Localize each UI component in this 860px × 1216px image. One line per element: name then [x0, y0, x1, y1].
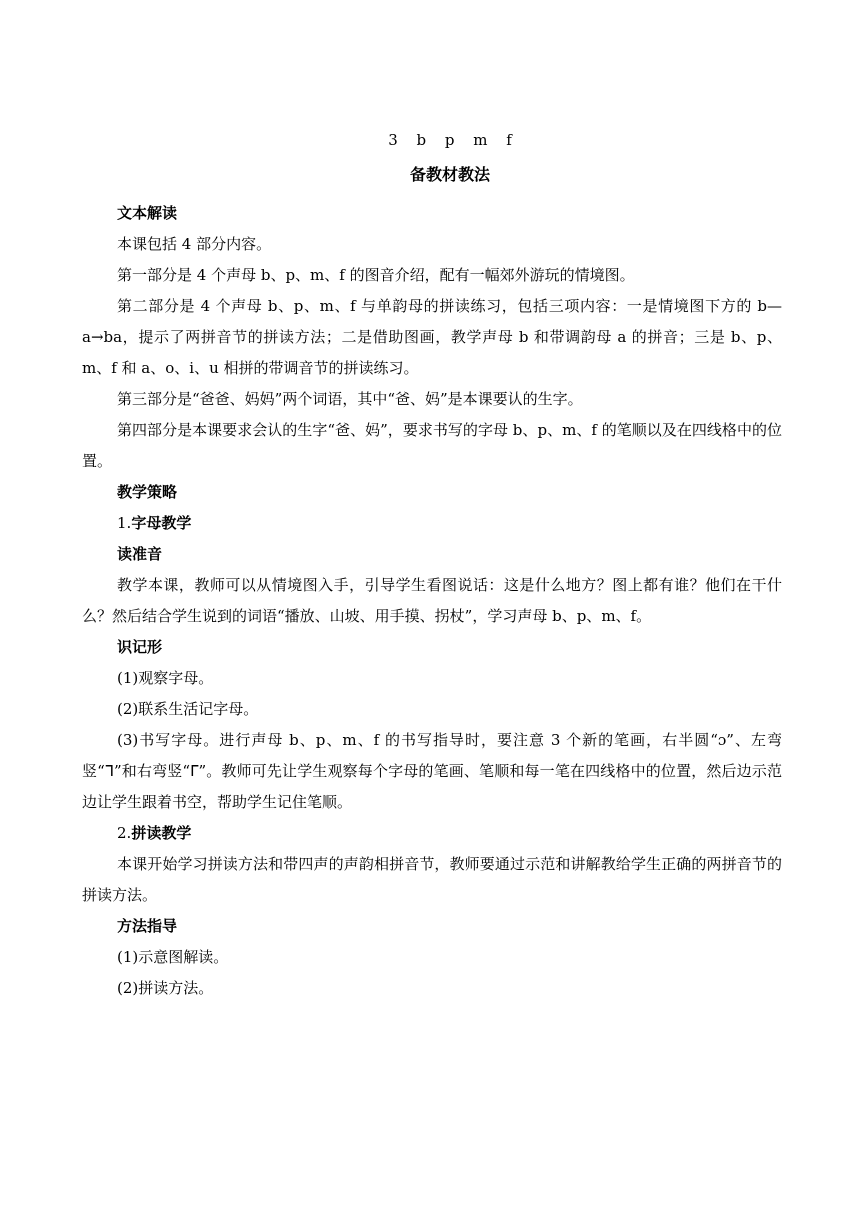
subheading-spelling-teaching — [82, 818, 782, 849]
subheading-label: 拼读教学 — [131, 824, 192, 842]
section-subtitle: 备教材教法 — [409, 165, 490, 184]
subheading-shape: 识记形 — [117, 638, 163, 656]
subheading-number: 2. — [117, 824, 132, 842]
paragraph: 第四部分是本课要求会认的生字“爸、妈”，要求书写的字母 b、p、m、f 的笔顺以及在四线格中的位置。 — [82, 421, 782, 470]
subheading-method-guide: 方法指导 — [117, 917, 178, 935]
subheading-number: 1. — [117, 514, 132, 532]
paragraph: 本课包括 4 部分内容。 — [117, 235, 272, 253]
paragraph: 第三部分是“爸爸、妈妈”两个词语，其中“爸、妈”是本课要认的生字。 — [117, 390, 583, 408]
paragraph: 教学本课，教师可以从情境图入手，引导学生看图说话：这是什么地方？图上都有谁？他们在干什么？然后结合学生说到的词语“播放、山坡、用手摸、拐杖”，学习声母 b、p、m、f。 — [82, 576, 782, 625]
list-item: (1)示意图解读。 — [117, 948, 229, 966]
paragraph: 第一部分是 4 个声母 b、p、m、f 的图音介绍，配有一幅郊外游玩的情境图。 — [117, 266, 635, 284]
list-item: (3)书写字母。进行声母 b、p、m、f 的书写指导时，要注意 3 个新的笔画，右半圆“ɔ”、左弯竖“ᒣ”和右弯竖“ᒥ”。教师可先让学生观察每个字母的笔画、笔顺和每一笔在四线格中的位置，然后边示范边让学生跟着书空，帮助学生记住笔顺。 — [82, 731, 782, 811]
list-item: (2)拼读方法。 — [117, 979, 214, 997]
subheading-pronunciation: 读准音 — [117, 545, 163, 563]
heading-text-interpretation: 文本解读 — [117, 204, 178, 222]
paragraph: 本课开始学习拼读方法和带四声的声韵相拼音节，教师要通过示范和讲解教给学生正确的两拼音节的拼读方法。 — [82, 855, 782, 904]
subheading-label: 字母教学 — [131, 514, 192, 532]
document-body — [82, 198, 782, 1004]
list-item: (2)联系生活记字母。 — [117, 700, 259, 718]
lesson-title: 3 b p m f — [388, 131, 512, 149]
paragraph: 第二部分是 4 个声母 b、p、m、f 与单韵母的拼读练习，包括三项内容：一是情境图下方的 b—a→ba，提示了两拼音节的拼读方法；二是借助图画，教学声母 b 和带调韵母 a 的拼音；三是 b、p、m、f 和 a、o、i、u 相拼的带调音节的拼读练习。 — [82, 297, 782, 377]
heading-teaching-strategy: 教学策略 — [117, 483, 178, 501]
subheading-letter-teaching — [82, 508, 782, 539]
list-item: (1)观察字母。 — [117, 669, 214, 687]
